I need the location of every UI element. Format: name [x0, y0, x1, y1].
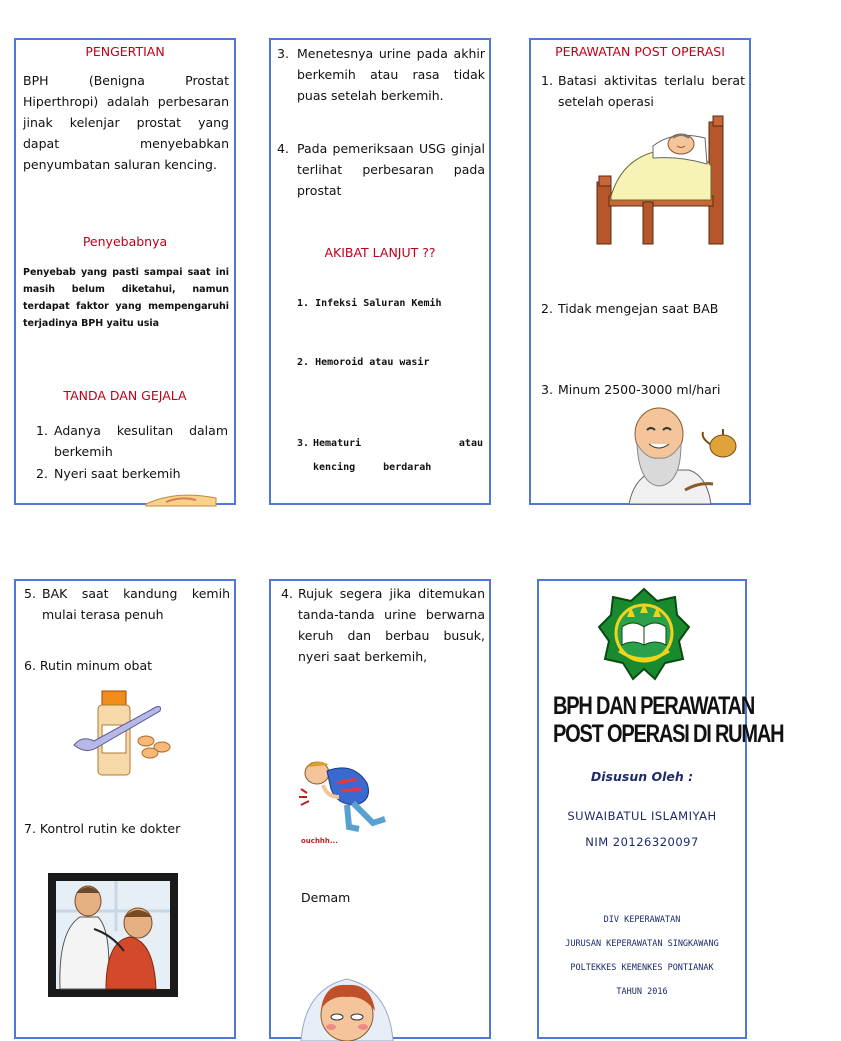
ouch-caption: ouchhh...: [301, 837, 338, 845]
perawatan-item: [24, 655, 230, 676]
panel-rujuk: [269, 579, 491, 1039]
akibat-item: [297, 357, 483, 368]
old-man-drinking-icon: [619, 404, 739, 504]
heading-akibat-lanjut: AKIBAT LANJUT ??: [324, 245, 436, 260]
cover-title: [553, 692, 841, 748]
list-text: Rujuk segera jika ditemukan tanda-tanda urine berwarna keruh dan berbau busuk, nyeri saat berkemih,: [298, 586, 485, 664]
penyebab-text: Penyebab yang pasti sampai saat ini masih belum diketahui, namun terdapat faktor yang mempengaruhi terjadinya BPH yaitu usia: [23, 267, 229, 329]
gejala-item: [277, 138, 485, 201]
list-number: 2.: [297, 357, 310, 368]
list-text: Menetesnya urine pada akhir berkemih atau rasa tidak puas setelah berkemih.: [297, 46, 485, 103]
list-number: 3.: [541, 382, 553, 397]
institution-logo-icon: [597, 587, 691, 681]
heading-pengertian: PENGERTIAN: [85, 44, 165, 59]
author-name: SUWAIBATUL ISLAMIYAH: [567, 809, 717, 823]
list-number: 4.: [277, 141, 289, 156]
perawatan-item: [541, 70, 745, 112]
list-text: Hematuri atau kencing berdarah: [313, 438, 483, 473]
author-nim: NIM 20126320097: [585, 835, 699, 849]
list-text: Pada pemeriksaan USG ginjal terlihat perbesaran pada prostat: [297, 141, 485, 198]
list-text: Kontrol rutin ke dokter: [39, 821, 181, 836]
heading-perawatan-post-operasi: PERAWATAN POST OPERASI: [555, 44, 725, 59]
institution-line-3: POLTEKKES KEMENKES PONTIANAK: [570, 963, 714, 973]
list-number: 3.: [277, 46, 289, 61]
list-number: 2.: [541, 301, 553, 316]
list-text: Infeksi Saluran Kemih: [315, 298, 442, 309]
list-number: 3.: [297, 438, 310, 449]
tanda-item: [36, 463, 228, 484]
heading-tanda-gejala: TANDA DAN GEJALA: [63, 388, 187, 403]
rujuk-item: [281, 583, 485, 667]
medicine-bottle-icon: [72, 689, 182, 777]
title-line-2: POST OPERASI DI RUMAH: [553, 720, 784, 748]
institution-line-2: JURUSAN KEPERAWATAN SINGKAWANG: [565, 939, 719, 949]
list-number: 1.: [297, 298, 310, 309]
title-line-1: BPH DAN PERAWATAN: [553, 692, 755, 720]
panel-gejala-lanjutan: [269, 38, 491, 505]
list-number: 2.: [36, 466, 48, 481]
perawatan-item: [541, 379, 745, 400]
person-in-pain-icon: [297, 753, 393, 833]
list-text: Adanya kesulitan dalam berkemih: [54, 423, 228, 459]
akibat-item: [297, 298, 483, 309]
panel-pengertian: [14, 38, 236, 505]
list-text: Hemoroid atau wasir: [315, 357, 430, 368]
list-text: Batasi aktivitas terlalu berat setelah operasi: [558, 73, 745, 109]
list-text: Tidak mengejan saat BAB: [558, 301, 719, 316]
list-text: Rutin minum obat: [39, 658, 153, 673]
akibat-item: [297, 432, 483, 480]
panel-perawatan: [529, 38, 751, 505]
panel-cover: [537, 579, 784, 1039]
perawatan-item: [24, 818, 230, 839]
demam-label: Demam: [301, 890, 351, 905]
institution-line-1: DIV KEPERAWATAN: [603, 915, 681, 925]
tanda-item: [36, 420, 228, 462]
list-text: BAK saat kandung kemih mulai terasa penuh: [42, 586, 230, 622]
gejala-item: [277, 43, 485, 106]
list-number: 6.: [24, 658, 36, 673]
list-number: 1.: [541, 73, 553, 88]
pengertian-text: BPH (Benigna Prostat Hiperthropi) adalah perbesaran jinak kelenjar prostat yang dapat menyebabkan penyumbatan saluran kencing.: [23, 73, 229, 172]
list-number: 5.: [24, 586, 36, 601]
disusun-oleh: Disusun Oleh :: [590, 769, 694, 784]
heading-penyebab: Penyebabnya: [82, 234, 168, 249]
sick-person-fever-icon: [299, 969, 395, 1041]
panel-perawatan-lanjutan: [14, 579, 236, 1039]
doctor-checkup-icon: [46, 871, 180, 999]
list-number: 1.: [36, 423, 48, 438]
list-text: Nyeri saat berkemih: [54, 466, 181, 481]
institution-line-4: TAHUN 2016: [616, 987, 668, 997]
patient-in-bed-icon: [593, 116, 733, 246]
perawatan-item: [24, 583, 230, 625]
list-number: 4.: [281, 586, 293, 601]
list-number: 7.: [24, 821, 36, 836]
perawatan-item: [541, 298, 745, 319]
partial-illustration-icon: [136, 488, 226, 506]
list-text: Minum 2500-3000 ml/hari: [558, 382, 721, 397]
